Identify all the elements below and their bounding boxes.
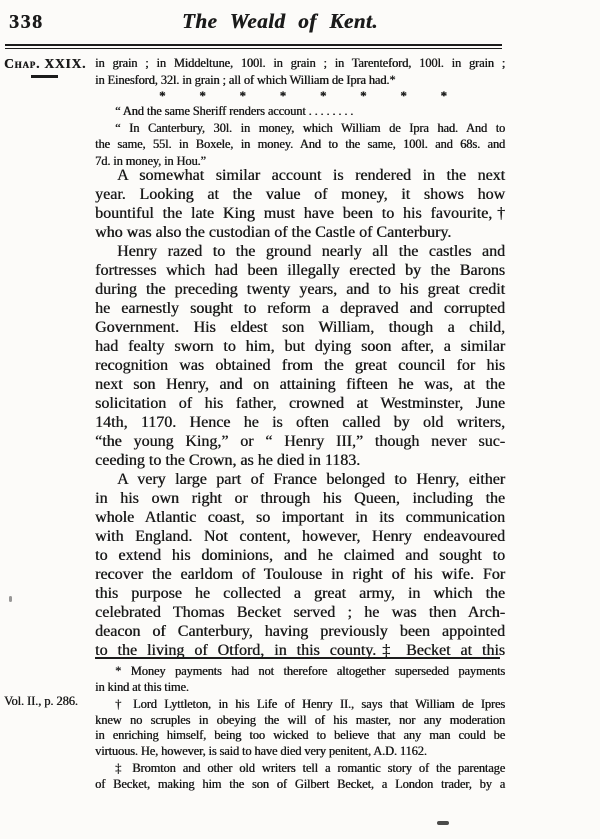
running-title: The Weald of Kent. [181, 9, 379, 33]
footnote-asterisk: * Money payments had not therefore altogether superseded payments in kind at this time. [95, 664, 505, 694]
body-paragraph-2: Henry razed to the ground nearly all the castles and fortresses which had been illegally erected by the Barons during the preceding twenty years, and to his great credit he earnestly sought to reform a depraved and corrupted Government. His eldest son William, though a child, had fealty sworn to him, but dying soon after, a similar recognition was obtained from the great council for his next son Henry, and on attaining fifteen he was, at the solicitation of his father, crowned at Westminster, June 14th, 1170. Hence he is often called by old writers, “the young King,” or “ Henry III,” though never suc- ceeding to the Crown, as he died in 1183. [95, 243, 505, 469]
sheriff-account-quote: “ In Canterbury, 30l. in money, which William de Ipra had. And to the same, 55l. in Boxele, in money. And to the same, 100l. and 68s. and 7d. in money, in Hou.” [95, 120, 505, 168]
margin-note-volume: Vol. II., p. 286. [4, 694, 78, 708]
footnote-double-dagger: ‡ Bromton and other old writers tell a romantic story of the parentage of Becket, making him the son of Gilbert Becket, a London trader, by a [95, 761, 505, 791]
chapter-label: Chap. XXIX. [4, 56, 87, 71]
excerpt-continuation: in grain ; in Middeltune, 100l. in grain ; in Tarenteford, 100l. in grain ; in Einesford, 32l. in grain ; all of which William de Ipra had.* [95, 56, 505, 87]
body-paragraph-1: A somewhat similar account is rendered in the next year. Looking at the value of money, it shows how bountiful the late King must have been to his favourite,† who was also the custodian of the Castle of Canterbury. [95, 167, 505, 241]
chapter-dash [31, 75, 58, 78]
asterisk-separator: * * * * * * * * [159, 88, 447, 103]
footnote-rule [95, 657, 500, 659]
sheriff-account-quote-intro: “ And the same Sheriff renders account . . . . . . . . [115, 104, 354, 118]
footnote-dagger: † Lord Lyttleton, in his Life of Henry II., says that William de Ipres knew no scruples in obeying the will of his master, nor any moderation in enriching himself, being too wicked to believe that any man could be virtuous. He, however, is said to have died very penitent, A.D. 1162. [95, 697, 505, 758]
ink-smudge [437, 821, 449, 825]
body-paragraph-3: A very large part of France belonged to Henry, either in his own right or through his Queen, including the whole Atlantic coast, so important in its communication with England. Not content, however, Henry endeavoured to extend his dominions, and he claimed and sought to recover the earldom of Toulouse in right of his wife. For this purpose he collected a great army, in which the celebrated Thomas Becket served ; he was then Arch- deacon of Canterbury, having previously been appointed to the living of Otford, in this county.‡ Becket at this [95, 471, 505, 659]
ink-speck [9, 596, 12, 602]
body-text [95, 166, 505, 660]
header-rule [5, 44, 502, 49]
text-column [95, 55, 505, 660]
chapter-heading [4, 56, 92, 78]
footnotes [95, 664, 505, 792]
page-number: 338 [9, 11, 44, 33]
